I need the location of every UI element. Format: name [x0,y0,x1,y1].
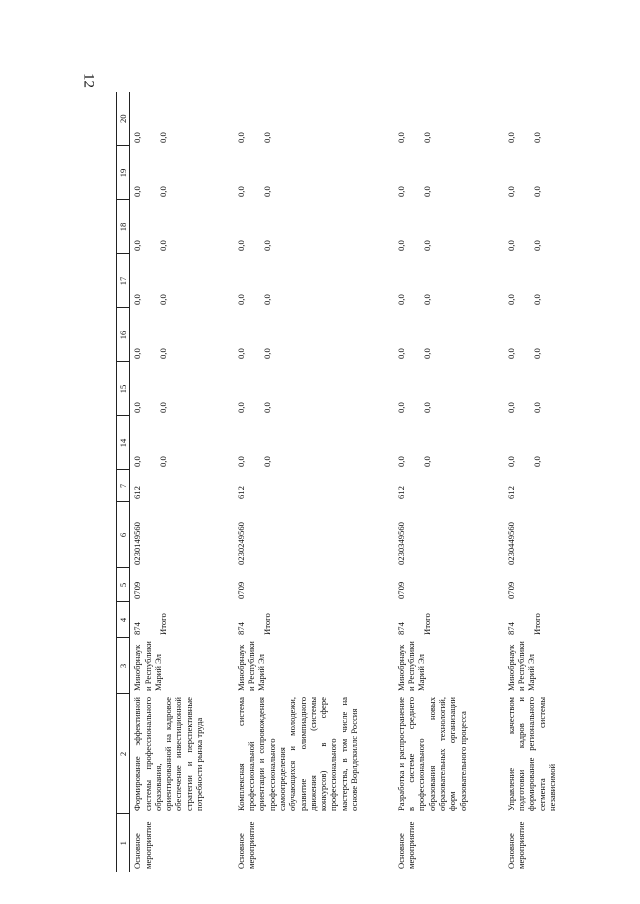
value-cell: 0,0 [158,402,169,413]
value-cell: 0,0 [261,132,272,143]
value-cell: 0,0 [235,456,246,467]
code-4: 874 [505,622,516,635]
value-cell: 0,0 [235,294,246,305]
total-label: Итого [421,613,432,635]
budget-table [116,92,564,872]
value-cell: 0,0 [235,402,246,413]
value-cell: 0,0 [531,186,542,197]
table-row [130,92,234,872]
value-cell: 0,0 [132,348,143,359]
value-cell: 0,0 [531,294,542,305]
header-cell: 18 [117,200,130,254]
value-cell: 0,0 [531,240,542,251]
value-cell: 0,0 [132,132,143,143]
value-cell: 0,0 [132,186,143,197]
row-type: Основное мероприятие [132,821,153,869]
header-cell: 4 [117,602,130,638]
code-6: 0230449560 [505,522,516,565]
value-cell: 0,0 [235,186,246,197]
row-executor: Минобрнауки Республики Марий Эл [505,641,537,691]
code-6: 0230249560 [235,522,246,565]
value-cell: 0,0 [395,240,406,251]
code-5: 0709 [235,581,246,599]
header-cell: 1 [117,814,130,872]
value-cell: 0,0 [505,294,516,305]
value-cell: 0,0 [261,348,272,359]
value-cell: 0,0 [505,186,516,197]
value-cell: 0,0 [421,402,432,413]
value-cell: 0,0 [395,132,406,143]
code-6: 0230149560 [132,522,143,565]
value-cell: 0,0 [395,456,406,467]
value-cell: 0,0 [235,132,246,143]
page-number: 12 [80,73,97,88]
code-7: 612 [395,486,406,499]
value-cell: 0,0 [158,132,169,143]
value-cell: 0,0 [531,348,542,359]
header-cell: 17 [117,254,130,308]
value-cell: 0,0 [261,186,272,197]
value-cell: 0,0 [421,132,432,143]
value-cell: 0,0 [531,132,542,143]
value-cell: 0,0 [531,456,542,467]
header-cell: 14 [117,416,130,470]
row-name: Разработка и распространение в системе среднего профессионального образования новых образовательных технологий, форм организации образовательного процесса [395,697,468,811]
value-cell: 0,0 [158,186,169,197]
value-cell: 0,0 [132,402,143,413]
value-cell: 0,0 [158,348,169,359]
header-cell: 6 [117,502,130,568]
code-7: 612 [235,486,246,499]
row-type: Основное мероприятие [235,821,257,869]
value-cell: 0,0 [505,402,516,413]
table-row [234,92,394,872]
value-cell: 0,0 [132,240,143,251]
value-cell: 0,0 [132,294,143,305]
header-cell: 20 [117,92,130,146]
code-5: 0709 [132,581,143,599]
value-cell: 0,0 [395,348,406,359]
row-executor: Минобрнауки Республики Марий Эл [395,641,427,691]
value-cell: 0,0 [261,402,272,413]
value-cell: 0,0 [158,240,169,251]
header-cell: 15 [117,362,130,416]
value-cell: 0,0 [421,348,432,359]
header-row [117,92,130,872]
value-cell: 0,0 [132,456,143,467]
value-cell: 0,0 [235,240,246,251]
header-cell: 3 [117,638,130,694]
value-cell: 0,0 [158,294,169,305]
value-cell: 0,0 [505,456,516,467]
header-cell: 5 [117,568,130,602]
header-cell: 2 [117,694,130,814]
value-cell: 0,0 [531,402,542,413]
budget-table-rotated [116,92,564,872]
total-label: Итого [531,613,542,635]
value-cell: 0,0 [395,186,406,197]
code-5: 0709 [505,581,516,599]
value-cell: 0,0 [395,402,406,413]
row-name: Формирование эффективной системы профессионального образования, ориентированной на кадровое обеспечение инвестиционной стратегии и перспективные потребности рынка труда [132,697,205,811]
table-row [504,92,564,872]
code-5: 0709 [395,581,406,599]
code-4: 874 [132,622,143,635]
row-executor: Минобрнауки Республики Марий Эл [132,641,163,691]
code-7: 612 [505,486,516,499]
code-4: 874 [395,622,406,635]
row-type: Основное мероприятие [505,821,527,869]
code-6: 0230349560 [395,522,406,565]
total-label: Итого [261,613,272,635]
value-cell: 0,0 [421,294,432,305]
table-row [394,92,504,872]
code-7: 612 [132,486,143,499]
value-cell: 0,0 [261,240,272,251]
value-cell: 0,0 [395,294,406,305]
value-cell: 0,0 [505,240,516,251]
header-cell: 7 [117,470,130,502]
row-name: Комплексная система профессиональной ориентации и сопровождения профессионального самоопределения обучающихся и молодежи, развитие олимпиадного движения (системы конкурсов) в сфере профессионального мастерства, в том числе на основе Ворлдскиллс Россия [235,697,360,811]
value-cell: 0,0 [421,456,432,467]
value-cell: 0,0 [421,186,432,197]
row-type: Основное мероприятие [395,821,417,869]
value-cell: 0,0 [505,132,516,143]
code-4: 874 [235,622,246,635]
header-cell: 19 [117,146,130,200]
total-label: Итого [158,613,169,635]
value-cell: 0,0 [421,240,432,251]
header-cell: 16 [117,308,130,362]
row-executor: Минобрнауки Республики Марий Эл [235,641,267,691]
value-cell: 0,0 [235,348,246,359]
value-cell: 0,0 [261,294,272,305]
value-cell: 0,0 [261,456,272,467]
value-cell: 0,0 [158,456,169,467]
value-cell: 0,0 [505,348,516,359]
row-name: Управление качеством подготовки кадров и формирование регионального сегмента системы независимой [505,697,557,811]
